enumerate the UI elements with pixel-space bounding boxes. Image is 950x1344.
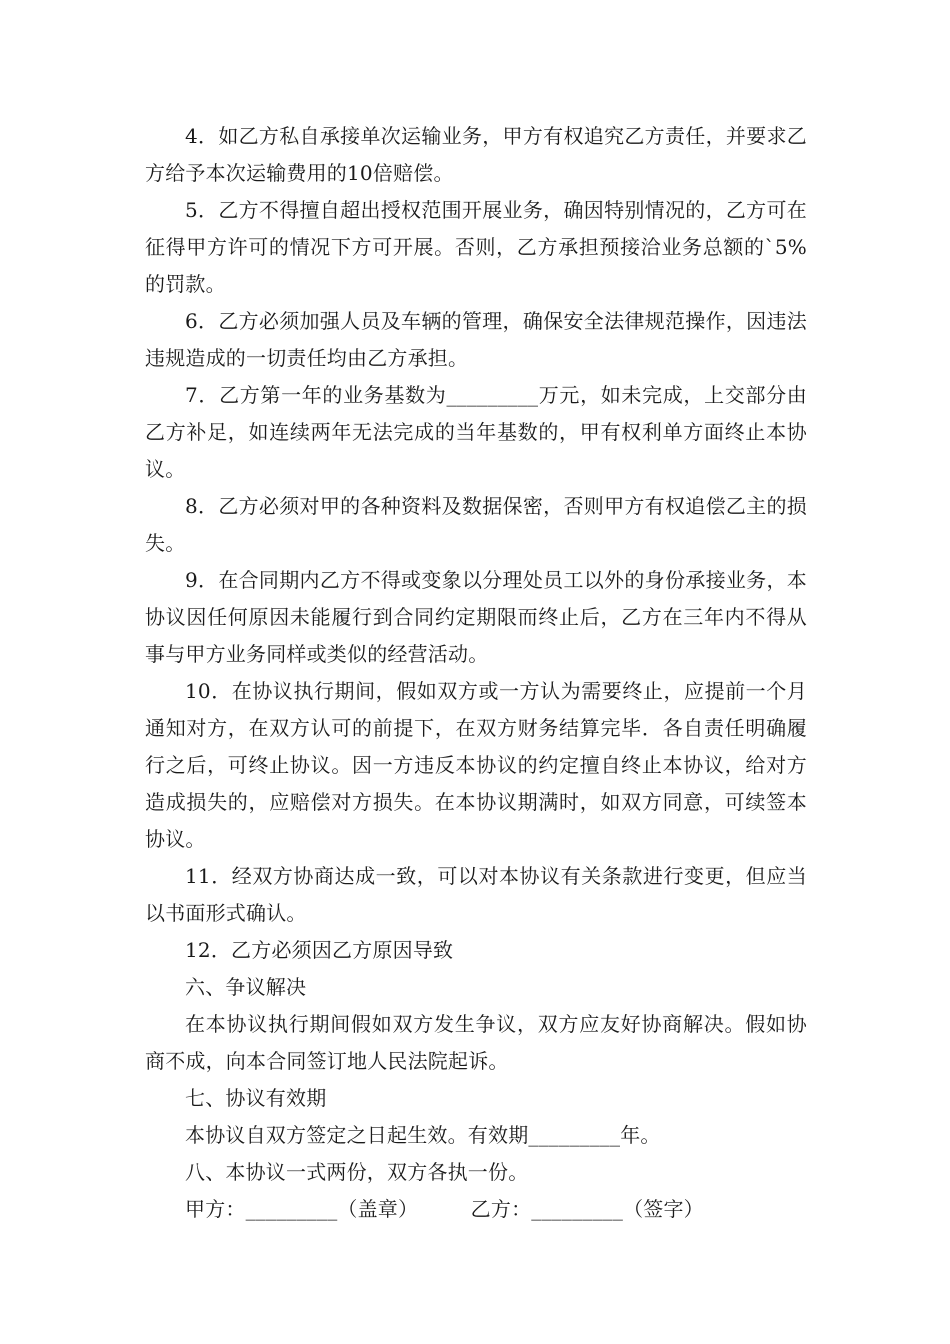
section-8-heading: 八、本协议一式两份，双方各执一份。 <box>185 1160 529 1184</box>
clause-4: 4．如乙方私自承接单次运输业务，甲方有权追究乙方责任，并要求乙方给予本次运输费用的10倍赔偿。 <box>145 124 807 185</box>
clause-8: 8．乙方必须对甲的各种资料及数据保密，否则甲方有权追偿乙主的损失。 <box>145 494 807 555</box>
section-7-body: 本协议自双方签定之日起生效。有效期_________年。 <box>185 1123 661 1147</box>
party-b-signature: 乙方：_________（签字） <box>470 1197 704 1221</box>
section-7-heading: 七、协议有效期 <box>185 1086 327 1110</box>
clause-10: 10．在协议执行期间，假如双方或一方认为需要终止，应提前一个月通知对方，在双方认可的前提下，在双方财务结算完毕．各自责任明确履行之后，可终止协议。因一方违反本协议的约定擅自终止本协议，给对方造成损失的，应赔偿对方损失。在本协议期满时，如双方同意，可续签本协议。 <box>145 679 807 851</box>
section-6-body: 在本协议执行期间假如双方发生争议，双方应友好协商解决。假如协商不成，向本合同签订地人民法院起诉。 <box>145 1012 807 1073</box>
clause-5: 5．乙方不得擅自超出授权范围开展业务，确因特别情况的，乙方可在征得甲方许可的情况下方可开展。否则，乙方承担预接洽业务总额的`5%的罚款。 <box>145 198 807 296</box>
party-a-signature: 甲方：_________（盖章） <box>185 1197 419 1221</box>
clause-7: 7．乙方第一年的业务基数为_________万元，如未完成，上交部分由乙方补足，如连续两年无法完成的当年基数的，甲有权利单方面终止本协议。 <box>145 383 807 481</box>
clause-12: 12．乙方必须因乙方原因导致 <box>185 938 454 962</box>
signature-line <box>145 1191 807 1228</box>
clause-11: 11．经双方协商达成一致，可以对本协议有关条款进行变更，但应当以书面形式确认。 <box>145 864 807 925</box>
clause-6: 6．乙方必须加强人员及车辆的管理，确保安全法律规范操作，因违法违规造成的一切责任均由乙方承担。 <box>145 309 807 370</box>
section-6-heading: 六、争议解决 <box>185 975 307 999</box>
document-body <box>145 118 807 1228</box>
clause-9: 9．在合同期内乙方不得或变象以分理处员工以外的身份承接业务，本协议因任何原因未能履行到合同约定期限而终止后，乙方在三年内不得从事与甲方业务同样或类似的经营活动。 <box>145 568 807 666</box>
